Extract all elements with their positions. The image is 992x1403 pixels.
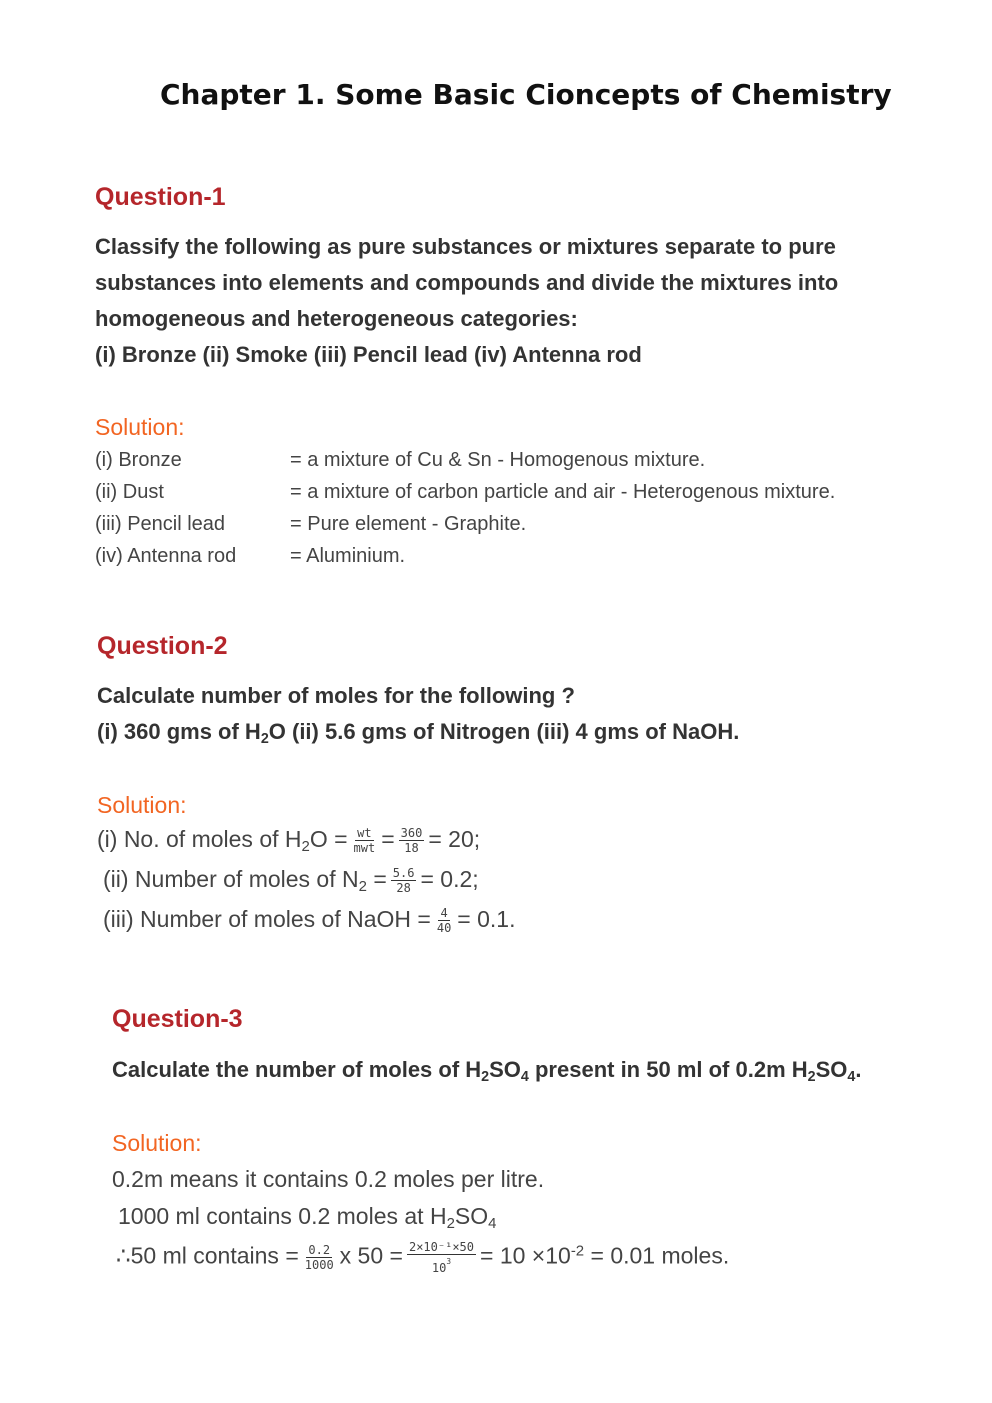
text-fragment: 1000 ml contains 0.2 moles at H [118, 1203, 447, 1229]
text-fragment: O = [309, 826, 348, 852]
text-fragment: = [373, 866, 387, 892]
text-fragment: = 0.1. [457, 906, 516, 932]
fraction [435, 906, 453, 935]
row-value: = a mixture of carbon particle and air - Heterogenous mixture. [290, 481, 836, 503]
text-fragment: = 10 ×10 [480, 1242, 571, 1269]
question-1-text [95, 229, 838, 373]
row-label: (ii) Dust [95, 481, 164, 503]
denominator: mwt [353, 841, 376, 856]
text-fragment: O (ii) 5.6 gms of Nitrogen (iii) 4 gms of NaOH. [268, 719, 740, 744]
fraction [352, 826, 378, 855]
row-label: (iv) Antenna rod [95, 545, 237, 567]
fraction [399, 826, 425, 855]
fraction [303, 1243, 336, 1272]
text-fragment: SO [454, 1203, 489, 1229]
question-3-text [112, 1052, 861, 1095]
subscript: 4 [847, 1069, 856, 1085]
solution-1-heading: Solution: [95, 414, 185, 440]
text-fragment: (ii) Number of moles of N [103, 866, 359, 892]
denominator: 28 [396, 881, 411, 896]
numerator: 2×10⁻¹×50 [408, 1240, 474, 1254]
question-line: homogeneous and heterogeneous categories: [95, 306, 578, 331]
text-fragment: (i) No. of moles of H [97, 826, 302, 852]
text-fragment: 10 [431, 1261, 447, 1275]
subscript: 2 [446, 1215, 455, 1232]
question-2-text [97, 678, 739, 757]
solution-3-heading: Solution: [112, 1130, 202, 1156]
numerator: 0.2 [308, 1243, 331, 1257]
question-line: (i) Bronze (ii) Smoke (iii) Pencil lead (iv) Antenna rod [95, 342, 642, 367]
solution-1-table [95, 449, 835, 577]
row-value: = Pure element - Graphite. [290, 513, 527, 535]
numerator: 4 [440, 906, 448, 921]
denominator: 40 [436, 921, 452, 936]
solution-3-line-1: 0.2m means it contains 0.2 moles per litre. [112, 1166, 545, 1192]
subscript: 2 [301, 838, 310, 855]
subscript: 2 [481, 1069, 490, 1085]
question-3-heading: Question-3 [112, 1005, 243, 1033]
subscript: 4 [488, 1215, 497, 1232]
text-fragment: SO [815, 1057, 848, 1082]
row-label: (iii) Pencil lead [95, 513, 226, 535]
question-line: Calculate number of moles for the following ? [97, 683, 575, 708]
text-fragment: x 50 = [339, 1242, 403, 1269]
solution-row [95, 481, 835, 513]
exponent: -2 [570, 1242, 585, 1260]
solution-3-line-3 [116, 1240, 729, 1275]
page-title: Chapter 1. Some Basic Cioncepts of Chemistry [160, 78, 892, 111]
fraction [407, 1240, 476, 1275]
text-fragment: ∴50 ml contains = [116, 1242, 299, 1269]
denominator: 18 [404, 841, 419, 856]
solution-2-line-1 [97, 826, 480, 855]
denominator: 1000 [304, 1258, 334, 1272]
solution-2-line-3 [103, 906, 515, 935]
row-label: (i) Bronze [95, 449, 182, 471]
text-fragment: (iii) Number of moles of NaOH = [103, 906, 431, 932]
subscript: 2 [807, 1069, 816, 1085]
text-fragment: present in 50 ml of 0.2m H [528, 1057, 808, 1082]
question-line [97, 714, 739, 757]
numerator: 5.6 [392, 866, 415, 881]
subscript: 4 [520, 1069, 529, 1085]
question-2-heading: Question-2 [97, 632, 228, 660]
text-fragment: Calculate the number of moles of H [112, 1057, 482, 1082]
exponent: 3 [446, 1257, 452, 1266]
solution-2-heading: Solution: [97, 792, 187, 818]
text-fragment: = [381, 826, 395, 852]
text-fragment: = 20; [428, 826, 481, 852]
solution-3-line-2 [118, 1203, 496, 1232]
question-1-heading: Question-1 [95, 183, 226, 211]
subscript: 2 [260, 731, 269, 747]
text-fragment: = 0.01 moles. [584, 1242, 730, 1269]
subscript: 2 [358, 878, 367, 895]
solution-row [95, 449, 835, 481]
row-value: = a mixture of Cu & Sn - Homogenous mixture. [290, 449, 706, 471]
fraction [391, 866, 417, 895]
text-fragment: (i) 360 gms of H [97, 719, 261, 744]
numerator: 360 [400, 826, 423, 841]
solution-2-line-2 [103, 866, 479, 895]
question-line: Classify the following as pure substances or mixtures separate to pure [95, 234, 836, 259]
solution-row [95, 545, 835, 577]
solution-row [95, 513, 835, 545]
text-fragment: SO [489, 1057, 521, 1082]
row-value: = Aluminium. [290, 545, 406, 567]
text-fragment: . [855, 1057, 862, 1082]
question-line: substances into elements and compounds and divide the mixtures into [95, 270, 839, 295]
text-fragment: = 0.2; [420, 866, 479, 892]
denominator [430, 1255, 453, 1275]
numerator: wt [357, 826, 372, 841]
